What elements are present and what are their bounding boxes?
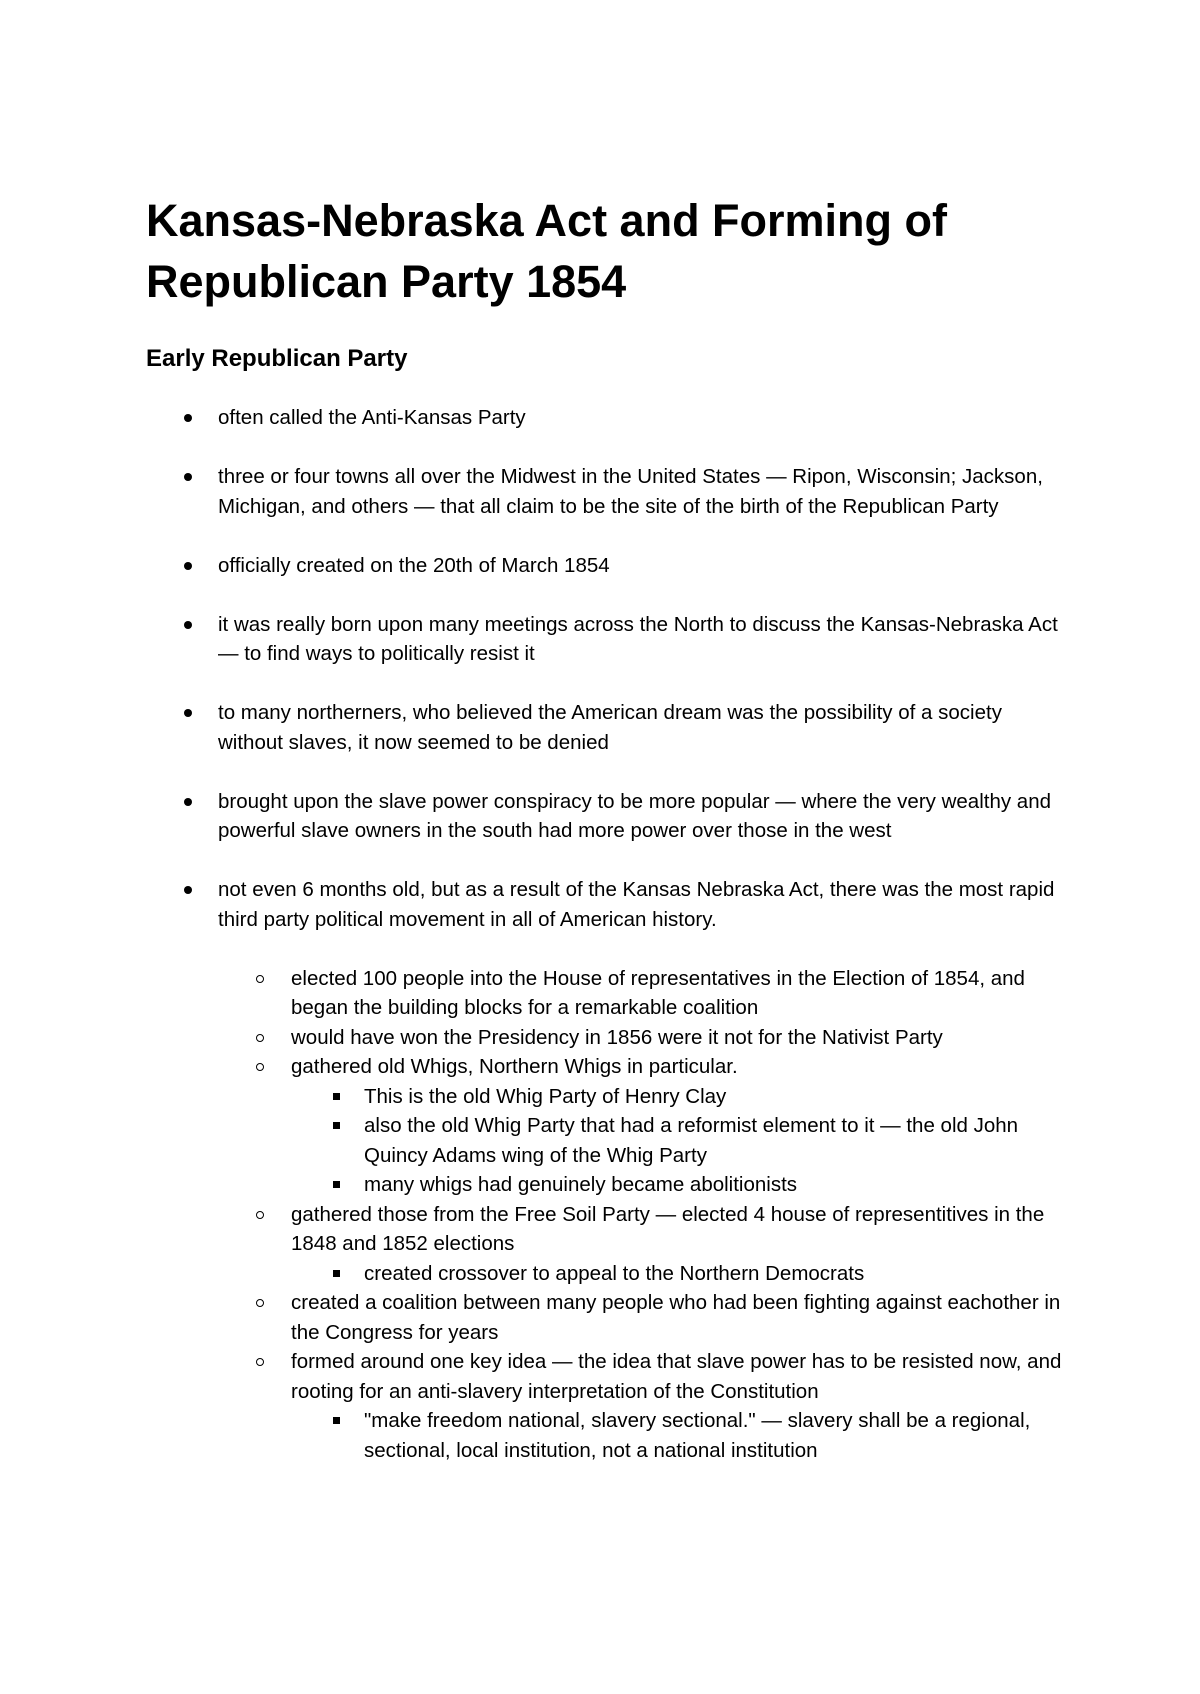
filled-square-bullet-icon [333,1093,340,1100]
list-item [0,1111,1064,1170]
list-item [0,1347,1071,1406]
list-item-text: elected 100 people into the House of representatives in the Election of 1854, and began the building blocks for a remarkable coalition [291,966,1025,1019]
filled-square-bullet-icon [333,1270,340,1277]
hollow-circle-bullet-icon [256,1211,264,1219]
list-item-text: gathered old Whigs, Northern Whigs in particular. [291,1055,738,1078]
list-item-text: gathered those from the Free Soil Party — elected 4 house of representitives in the 1848 and 1852 elections [291,1202,1045,1255]
list-item [0,610,1058,669]
list-item [0,875,1058,934]
list-item [0,787,1058,846]
page-title: Kansas-Nebraska Act and Forming of Republican Party 1854 [146,195,948,307]
hollow-circle-bullet-icon [256,1063,264,1071]
list-item-text: it was really born upon many meetings across the North to discuss the Kansas-Nebraska Act — to find ways to politically resist it [218,612,1058,665]
list-item [0,1023,1071,1053]
list-item-text: many whigs had genuinely became abolitionists [364,1173,798,1196]
list-item [0,1052,1071,1082]
list-item-text: This is the old Whig Party of Henry Clay [364,1084,727,1108]
section-heading: Early Republican Party [146,345,408,372]
list-item [0,462,1058,521]
filled-square-bullet-icon [333,1122,340,1129]
filled-disc-bullet-icon [184,886,192,894]
list-item [0,1200,1071,1259]
list-item [0,551,1058,581]
list-item-text: brought upon the slave power conspiracy to be more popular — where the very wealthy and powerful slave owners in the south had more power over those in the west [218,789,1052,842]
filled-square-bullet-icon [333,1417,340,1424]
list-item [0,1288,1071,1347]
list-item-text: not even 6 months old, but as a result of the Kansas Nebraska Act, there was the most rapid third party political movement in all of American history. [218,878,1055,931]
hollow-circle-bullet-icon [256,1358,264,1366]
filled-disc-bullet-icon [184,798,192,806]
list-item [0,964,1071,1023]
list-item [0,698,1058,757]
filled-disc-bullet-icon [184,562,192,570]
list-item-text: three or four towns all over the Midwest in the United States — Ripon, Wisconsin; Jackson, Michigan, and others — that all claim to be the site of the birth of the Republican Party [218,465,1043,518]
filled-square-bullet-icon [333,1181,340,1188]
list-item-text: "make freedom national, slavery sectional." — slavery shall be a regional, sectional, local institution, not a national institution [364,1409,1031,1462]
hollow-circle-bullet-icon [256,975,264,983]
list-item-text: created crossover to appeal to the Northern Democrats [364,1261,865,1285]
list-item-text: created a coalition between many people who had been fighting against eachother in the Congress for years [291,1291,1061,1344]
hollow-circle-bullet-icon [256,1034,264,1042]
filled-disc-bullet-icon [184,414,192,422]
list-item-text: formed around one key idea — the idea that slave power has to be resisted now, and rooting for an anti-slavery interpretation of the Constitution [291,1350,1062,1403]
filled-disc-bullet-icon [184,621,192,629]
hollow-circle-bullet-icon [256,1299,264,1307]
list-item-text: also the old Whig Party that had a reformist element to it — the old John Quincy Adams wing of the Whig Party [364,1114,1019,1167]
list-item-text: would have won the Presidency in 1856 were it not for the Nativist Party [291,1025,943,1049]
list-item-text: to many northerners, who believed the American dream was the possibility of a society without slaves, it now seemed to be denied [218,701,1002,754]
list-item [0,1259,1064,1289]
list-item-text: officially created on the 20th of March 1854 [218,553,610,577]
list-item [0,403,1058,433]
filled-disc-bullet-icon [184,473,192,481]
list-item [0,1170,1064,1200]
list-item-text: often called the Anti-Kansas Party [218,406,526,429]
bullet-list [0,403,1200,1465]
filled-disc-bullet-icon [184,709,192,717]
list-item [0,1406,1064,1465]
list-item [0,1082,1064,1112]
